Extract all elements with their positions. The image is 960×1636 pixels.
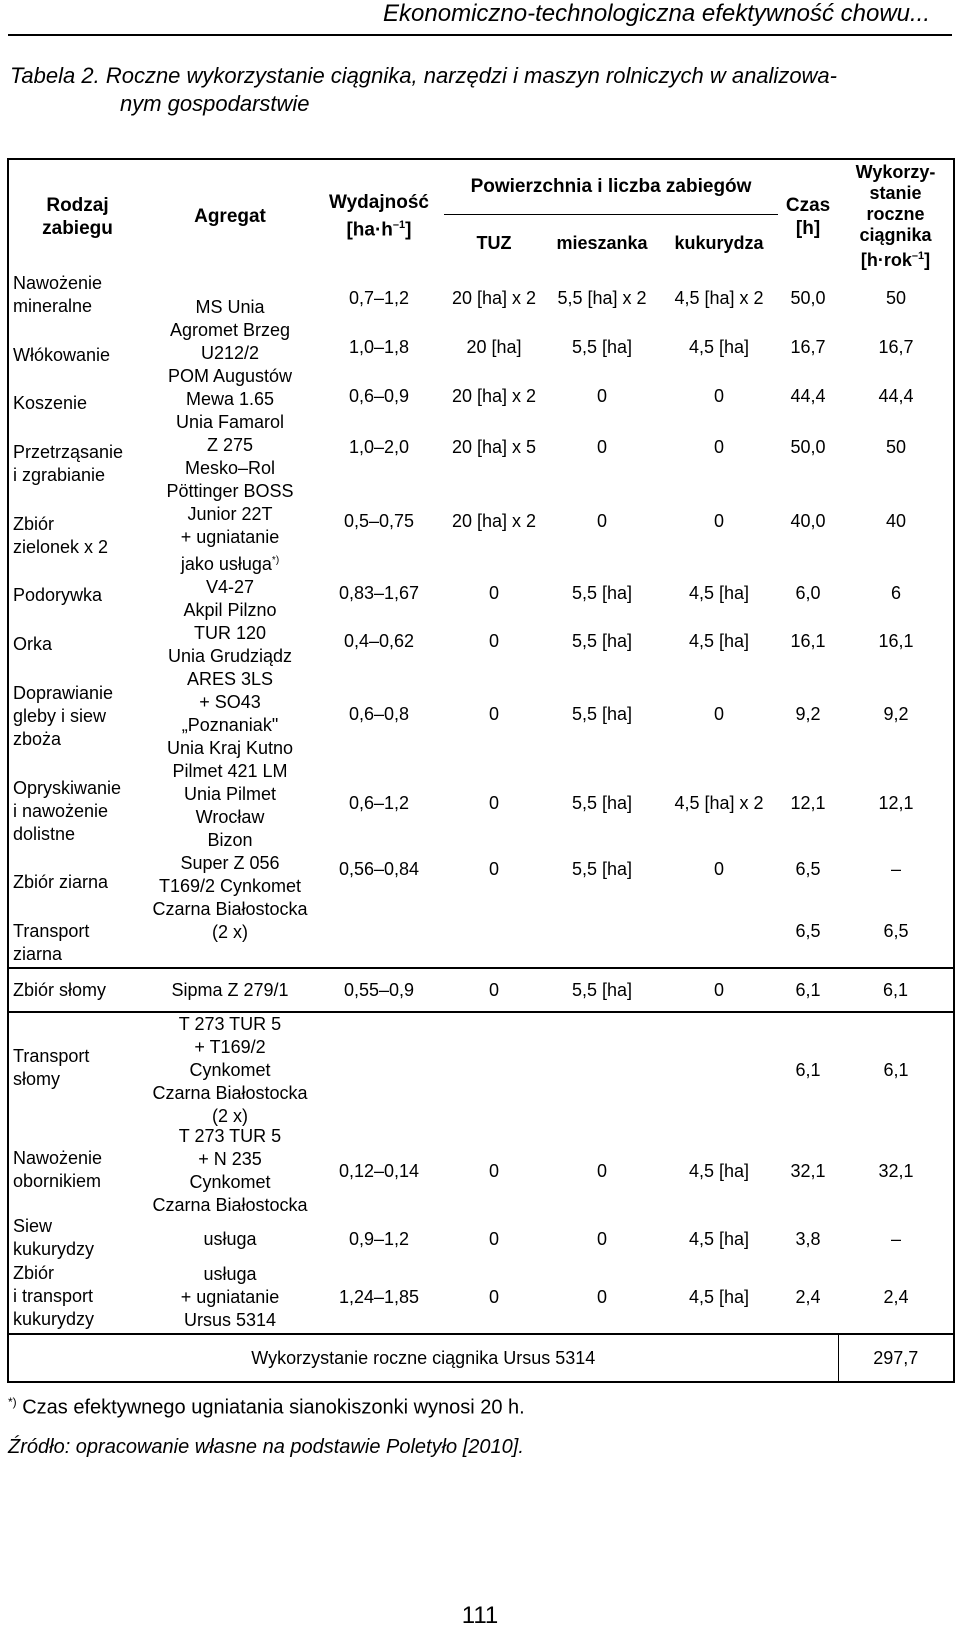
header-wydajnosc: Wydajność $[ha\cdot h^{-1}]$ bbox=[314, 159, 444, 273]
agregat-cell: T 273 TUR 5 + T169/2 Cynkomet Czarna Białostocka (2 x) bbox=[152, 1013, 308, 1126]
agregat-column-block1 bbox=[146, 273, 314, 968]
table-caption bbox=[10, 62, 950, 118]
footnote: *) Czas efektywnego ugniatania sianokiszonki wynosi 20 h. bbox=[8, 1395, 525, 1419]
table-row: 0,12–0,14 0 0 4,5 [ha] 32,1 32,1 bbox=[338, 1160, 914, 1181]
agregat-cell: T 273 TUR 5 + N 235 Cynkomet Czarna Białostocka bbox=[152, 1126, 308, 1215]
agregat-column-block2 bbox=[146, 1012, 314, 1334]
agregat-cell: TUR 120 Unia Grudziądz bbox=[167, 623, 293, 666]
rodzaj-column-block2 bbox=[8, 1012, 146, 1334]
table-row-opryskiwanie: Opryskiwanie i nawożenie dolistne bbox=[13, 777, 122, 844]
table-row: 0,4–0,62 0 5,5 [ha] 4,5 [ha] 16,1 16,1 bbox=[343, 630, 914, 651]
agregat-cell: Bizon Super Z 056 bbox=[180, 830, 280, 873]
agregat-cell: ARES 3LS + SO43 „Poznaniak" Unia Kraj Kutno bbox=[166, 669, 294, 758]
header-czas: Czas [h] bbox=[778, 159, 838, 273]
values-block2 bbox=[314, 1012, 954, 1334]
header-powierzchnia: Powierzchnia i liczba zabiegów bbox=[444, 159, 778, 214]
values-subtable bbox=[314, 273, 954, 967]
table-row-orka: Orka bbox=[13, 634, 53, 655]
table-row-zbior-slomy: Zbiór słomy Sipma Z 279/1 0,55–0,9 0 5,5 [ha] 0 6,1 6,1 bbox=[8, 968, 954, 1012]
caption-line-1: Tabela 2. Roczne wykorzystanie ciągnika, narzędzi i maszyn rolniczych w analizowa- bbox=[10, 63, 837, 88]
footnote-marker: *) bbox=[271, 555, 280, 566]
table-row: 0,56–0,84 0 5,5 [ha] 0 6,5 – bbox=[338, 858, 901, 879]
agregat-cell: usługa + ugniatanie Ursus 5314 bbox=[180, 1263, 280, 1330]
table-row: 6,5 6,5 bbox=[795, 920, 909, 941]
agregat-cell: Pilmet 421 LM Unia Pilmet Wrocław bbox=[172, 761, 288, 827]
header-tuz: TUZ bbox=[476, 233, 512, 254]
table-row: 0,6–0,8 0 5,5 [ha] 0 9,2 9,2 bbox=[348, 703, 909, 724]
table-row-doprawianie: Doprawianie gleby i siew zboża bbox=[13, 682, 114, 749]
agregat-cell: Z 275 Mesko–Rol bbox=[184, 435, 276, 478]
header-agregat: Agregat bbox=[146, 159, 314, 273]
agregat-cell: T169/2 Cynkomet Czarna Białostocka (2 x) bbox=[152, 876, 308, 942]
table-row: 1,0–1,8 20 [ha] 5,5 [ha] 4,5 [ha] 16,7 16,7 bbox=[348, 336, 914, 357]
table-row: 1,0–2,0 20 [ha] x 5 0 0 50,0 50 bbox=[348, 436, 907, 457]
table-row: 1,24–1,85 0 0 4,5 [ha] 2,4 2,4 bbox=[338, 1286, 909, 1307]
table-row: 0,6–0,9 20 [ha] x 2 0 0 44,4 44,4 bbox=[348, 385, 914, 406]
agregat-cell: Mewa 1.65 Unia Famarol bbox=[175, 389, 285, 432]
source-note: Źródło: opracowanie własne na podstawie Poletyło [2010]. bbox=[8, 1436, 524, 1458]
table-row: 0,6–1,2 0 5,5 [ha] 4,5 [ha] x 2 12,1 12,1 bbox=[348, 792, 914, 813]
table-row-siew-kukurydzy: Siew kukurydzy bbox=[13, 1216, 95, 1260]
total-value: 297,7 bbox=[838, 1334, 954, 1382]
page-number: 111 bbox=[461, 1602, 499, 1629]
caption-line-2: nym gospodarstwie bbox=[120, 91, 310, 116]
values-block1 bbox=[314, 273, 954, 968]
total-row bbox=[8, 1334, 954, 1382]
table-row: 0,83–1,67 0 5,5 [ha] 4,5 [ha] 6,0 6 bbox=[338, 582, 901, 603]
header-rodzaj: Rodzaj zabiegu bbox=[8, 159, 146, 273]
table-row-nawozenie-obornikiem: Nawożenie obornikiem bbox=[13, 1147, 103, 1191]
rodzaj-column-block1 bbox=[8, 273, 146, 968]
agregat-cell: Pöttinger BOSS Junior 22T + ugniatanie jako usługa*) bbox=[166, 481, 294, 574]
table-row-zbior-ziarna: Zbiór ziarna bbox=[13, 872, 109, 893]
header-wykorzystanie: Wykorzy- stanie roczne ciągnika [h·rok$^{-1}$] bbox=[838, 159, 954, 273]
table-row: 0,5–0,75 20 [ha] x 2 0 0 40,0 40 bbox=[343, 510, 907, 531]
running-header: Ekonomiczno-technologiczna efektywność chowu... bbox=[383, 0, 930, 27]
table-row-zbior-kukurydzy: Zbiór i transport kukurydzy bbox=[13, 1263, 95, 1330]
table-row-zbior-zielonek: Zbiór zielonek x 2 bbox=[13, 513, 109, 557]
table-row-podorywka: Podorywka bbox=[13, 585, 103, 606]
table-row-transport-slomy: Transport słomy bbox=[13, 1046, 90, 1089]
table-row-przetrzasanie: Przetrząsanie i zgrabianie bbox=[13, 442, 124, 486]
table-row-transport-ziarna: Transport ziarna bbox=[13, 920, 90, 964]
table-row: 6,1 6,1 bbox=[795, 1059, 909, 1080]
header-rule bbox=[8, 34, 952, 36]
table-row: 0,7–1,2 20 [ha] x 2 5,5 [ha] x 2 4,5 [ha] x 2 50,0 50 bbox=[348, 287, 907, 308]
agregat-cell: U212/2 POM Augustów bbox=[167, 343, 293, 386]
data-table bbox=[7, 158, 955, 1383]
table-row-koszenie: Koszenie bbox=[13, 393, 88, 414]
table-row: 0,9–1,2 0 0 4,5 [ha] 3,8 – bbox=[348, 1228, 901, 1249]
total-label: Wykorzystanie roczne ciągnika Ursus 5314 bbox=[8, 1334, 838, 1382]
header-kukurydza: kukurydza bbox=[674, 233, 764, 254]
header-mieszanka: mieszanka bbox=[556, 233, 648, 254]
agregat-cell: V4-27 Akpil Pilzno bbox=[183, 577, 277, 620]
values-subtable bbox=[314, 1014, 954, 1332]
agregat-cell: MS Unia Agromet Brzeg bbox=[169, 297, 291, 340]
table-row-wlokowanie: Włókowanie bbox=[13, 344, 111, 365]
table-row-nawozenie-mineralne: Nawożenie mineralne bbox=[13, 273, 103, 316]
agregat-cell: usługa bbox=[203, 1228, 257, 1249]
